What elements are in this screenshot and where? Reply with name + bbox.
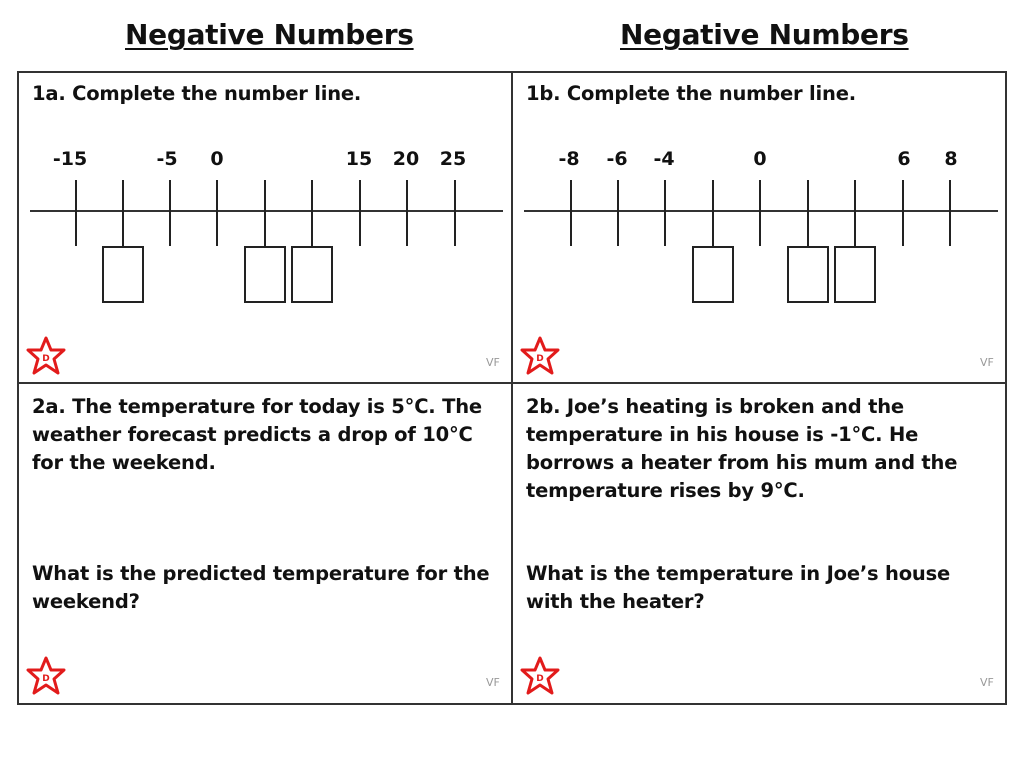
q2a-line: weather forecast predicts a drop of 10°C (32, 423, 473, 446)
difficulty-star-icon (520, 656, 560, 696)
vf-mark: VF (486, 676, 500, 689)
vf-mark: VF (980, 676, 994, 689)
q2b-line: borrows a heater from his mum and the (526, 451, 958, 474)
nl-1b-label: 0 (753, 148, 767, 170)
vf-mark: VF (486, 356, 500, 369)
nl-1b-label: 8 (944, 148, 958, 170)
q2b-line: 2b. Joe’s heating is broken and the (526, 395, 904, 418)
grid-right-border (1005, 71, 1007, 705)
q2b-question-line: with the heater? (526, 590, 705, 613)
q2a-text (32, 393, 482, 477)
q2a-question-line: What is the predicted temperature for the (32, 562, 490, 585)
q2a-question-line: weekend? (32, 590, 140, 613)
q2a-line: 2a. The temperature for today is 5°C. The (32, 395, 482, 418)
title-left: Negative Numbers (125, 18, 414, 51)
q2b-line: temperature rises by 9°C. (526, 479, 805, 502)
q1b-prompt: 1b. Complete the number line. (526, 82, 856, 105)
q1a-prompt: 1a. Complete the number line. (32, 82, 362, 105)
nl-1a-label: -5 (156, 148, 178, 170)
nl-1a-label: 15 (345, 148, 373, 170)
star-letter: D (536, 354, 544, 364)
star-letter: D (536, 674, 544, 684)
grid-center-divider (511, 71, 513, 705)
q2b-question-line: What is the temperature in Joe’s house (526, 562, 951, 585)
q2b-text (526, 393, 957, 505)
q2a-question (32, 560, 489, 616)
nl-1b-label: 6 (897, 148, 911, 170)
q2b-question (526, 560, 950, 616)
nl-1a-label: 25 (439, 148, 467, 170)
difficulty-star-icon (26, 336, 66, 376)
grid-left-border (17, 71, 19, 705)
q2a-line: for the weekend. (32, 451, 216, 474)
difficulty-star-icon (520, 336, 560, 376)
difficulty-star-icon (26, 656, 66, 696)
nl-1b-label: -8 (558, 148, 580, 170)
nl-1b-label: -4 (653, 148, 675, 170)
nl-1a-label: -15 (52, 148, 88, 170)
star-letter: D (42, 674, 50, 684)
nl-1a-label: 0 (210, 148, 224, 170)
star-letter: D (42, 354, 50, 364)
q2b-line: temperature in his house is -1°C. He (526, 423, 919, 446)
vf-mark: VF (980, 356, 994, 369)
nl-1b-label: -6 (606, 148, 628, 170)
title-right: Negative Numbers (620, 18, 909, 51)
nl-1a-label: 20 (392, 148, 420, 170)
